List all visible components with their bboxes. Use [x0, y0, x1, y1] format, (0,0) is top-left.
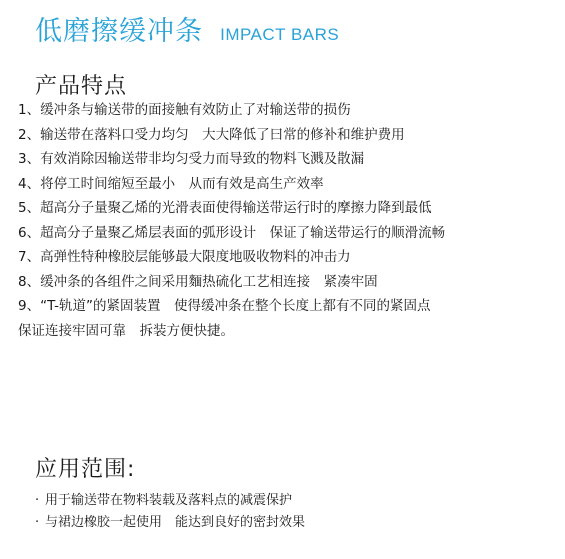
- title-chinese: 低磨擦缓冲条: [35, 16, 203, 47]
- feature-item: 1、缓冲条与输送带的面接触有效防止了对输送带的损伤: [18, 102, 351, 118]
- application-text: 与裙边橡胶一起使用 能达到良好的密封效果: [45, 515, 306, 530]
- bullet-dot: ·: [35, 493, 40, 508]
- application-text: 用于输送带在物料装载及落料点的减震保护: [45, 493, 293, 508]
- page-title: [35, 9, 339, 48]
- feature-item-continuation: 保证连接牢固可靠 拆装方便快捷。: [18, 322, 234, 339]
- applications-list: [35, 490, 305, 534]
- feature-item: 9、“T-轨道”的紧固装置 使得缓冲条在整个长度上都有不同的紧固点: [18, 298, 431, 314]
- application-item: [35, 512, 305, 534]
- bullet-dot: ·: [35, 515, 40, 530]
- feature-item: 7、高弹性特种橡胶层能够最大限度地吸收物料的冲击力: [18, 249, 351, 265]
- feature-item: 6、超高分子量聚乙烯层表面的弧形设计 保证了输送带运行的顺滑流畅: [18, 224, 446, 241]
- feature-item: 2、输送带在落料口受力均匀 大大降低了曰常的修补和维护费用: [18, 126, 405, 143]
- features-heading: 产品特点: [35, 74, 128, 99]
- feature-item: 8、缓冲条的各组件之间采用麵热硫化工艺相连接 紧凑牢固: [18, 273, 378, 290]
- feature-item: 5、超高分子量聚乙烯的光滑表面使得输送带运行时的摩擦力降到最低: [18, 200, 432, 216]
- feature-item: 4、将停工时间缩短至最小 从而有效是高生产效率: [18, 175, 324, 192]
- applications-heading: 应用范围:: [35, 457, 136, 482]
- title-english: IMPACT BARS: [220, 25, 340, 44]
- feature-item: 3、有效消除因输送带非均匀受力而导致的物料飞溅及散漏: [18, 151, 365, 167]
- features-list: [18, 98, 558, 343]
- application-item: [35, 490, 305, 512]
